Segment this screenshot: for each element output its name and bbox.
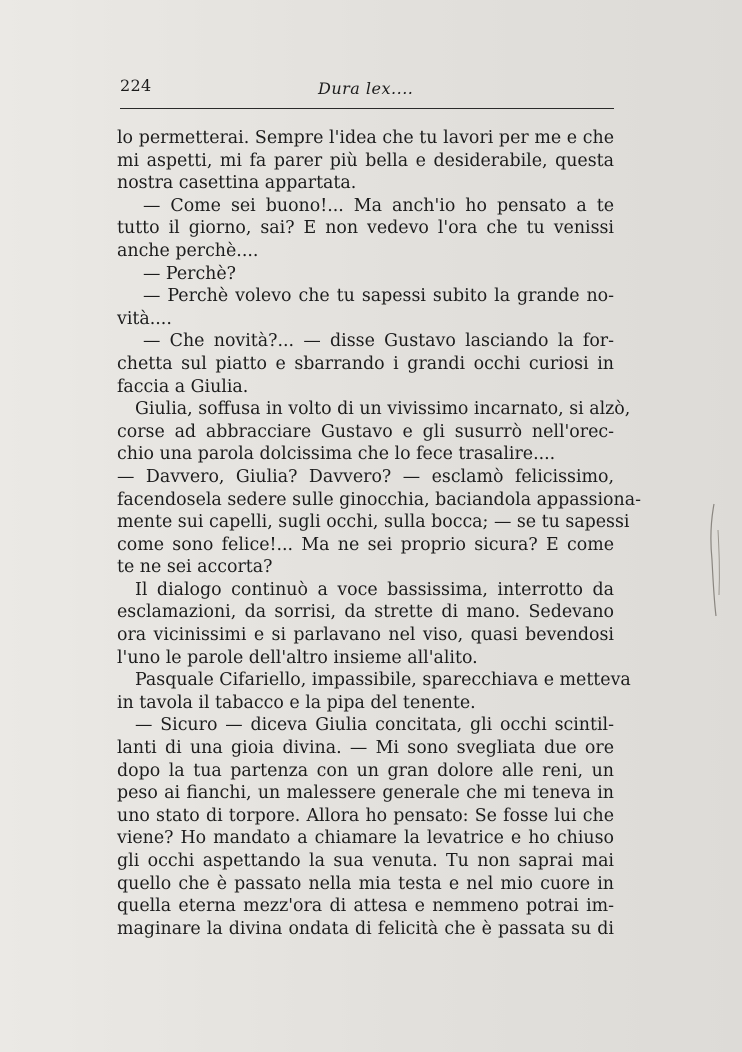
body-text <box>117 127 641 940</box>
text-line: come sono felice!... Ma ne sei proprio sicura? E come <box>117 534 614 555</box>
header-rule <box>120 108 614 109</box>
text-line: facendosela sedere sulle ginocchia, baciandola appassiona- <box>117 489 641 510</box>
text-line: maginare la divina ondata di felicità che è passata su di <box>117 918 614 939</box>
text-line: mi aspetti, mi fa parer più bella e desiderabile, questa <box>117 150 614 171</box>
text-line: gli occhi aspettando la sua venuta. Tu non saprai mai <box>117 851 614 871</box>
text-line: corse ad abbracciare Gustavo e gli susurrò nell'orec- <box>117 421 614 442</box>
margin-pencil-mark <box>708 500 722 620</box>
text-line: mente sui capelli, sugli occhi, sulla bocca; — se tu sapessi <box>117 512 630 533</box>
text-line: peso ai fianchi, un malessere generale che mi teneva in <box>117 783 614 804</box>
text-line: chetta sul piatto e sbarrando i grandi occhi curiosi in <box>117 353 614 374</box>
text-line: in tavola il tabacco e la pipa del tenente. <box>117 692 476 713</box>
text-line: chio una parola dolcissima che lo fece trasalire.... <box>117 444 556 465</box>
text-line: uno stato di torpore. Allora ho pensato: Se fosse lui che <box>117 805 614 826</box>
text-line: l'uno le parole dell'altro insieme all'alito. <box>117 647 478 668</box>
text-line: tutto il giorno, sai? E non vedevo l'ora che tu venissi <box>117 218 614 239</box>
text-line: quello che è passato nella mia testa e nel mio cuore in <box>117 873 614 894</box>
text-line: faccia a Giulia. <box>117 376 249 397</box>
text-line: Giulia, soffusa in volto di un vivissimo incarnato, si alzò, <box>135 399 631 420</box>
text-line: — Perchè volevo che tu sapessi subito la grande no- <box>143 286 614 307</box>
text-line: anche perchè.... <box>117 240 259 261</box>
text-line: lo permetterai. Sempre l'idea che tu lavori per me e che <box>117 128 614 148</box>
text-line: te ne sei accorta? <box>117 557 273 578</box>
text-line: — Davvero, Giulia? Davvero? — esclamò felicissimo, <box>117 466 614 487</box>
text-line: — Sicuro — diceva Giulia concitata, gli occhi scintil- <box>135 715 614 736</box>
text-line: ora vicinissimi e si parlavano nel viso, quasi bevendosi <box>117 625 614 646</box>
text-line: quella eterna mezz'ora di attesa e nemmeno potrai im- <box>117 896 614 917</box>
page-header <box>120 76 614 104</box>
text-line: esclamazioni, da sorrisi, da strette di mano. Sedevano <box>117 602 614 623</box>
text-line: viene? Ho mandato a chiamare la levatrice e ho chiuso <box>117 828 614 849</box>
text-line: — Come sei buono!... Ma anch'io ho pensato a te <box>143 195 614 216</box>
text-line: lanti di una gioia divina. — Mi sono svegliata due ore <box>117 738 614 759</box>
text-line: — Che novità?... — disse Gustavo lasciando la for- <box>143 331 614 352</box>
running-title: Dura lex.... <box>318 79 414 98</box>
text-line: nostra casettina appartata. <box>117 173 357 194</box>
text-line: — Perchè? <box>143 263 236 284</box>
text-line: dopo la tua partenza con un gran dolore alle reni, un <box>117 760 614 781</box>
text-line: Il dialogo continuò a voce bassissima, interrotto da <box>135 579 614 600</box>
text-line: vità.... <box>117 308 172 329</box>
text-line: Pasquale Cifariello, impassibile, sparecchiava e metteva <box>135 670 631 691</box>
page-number: 224 <box>120 76 152 95</box>
